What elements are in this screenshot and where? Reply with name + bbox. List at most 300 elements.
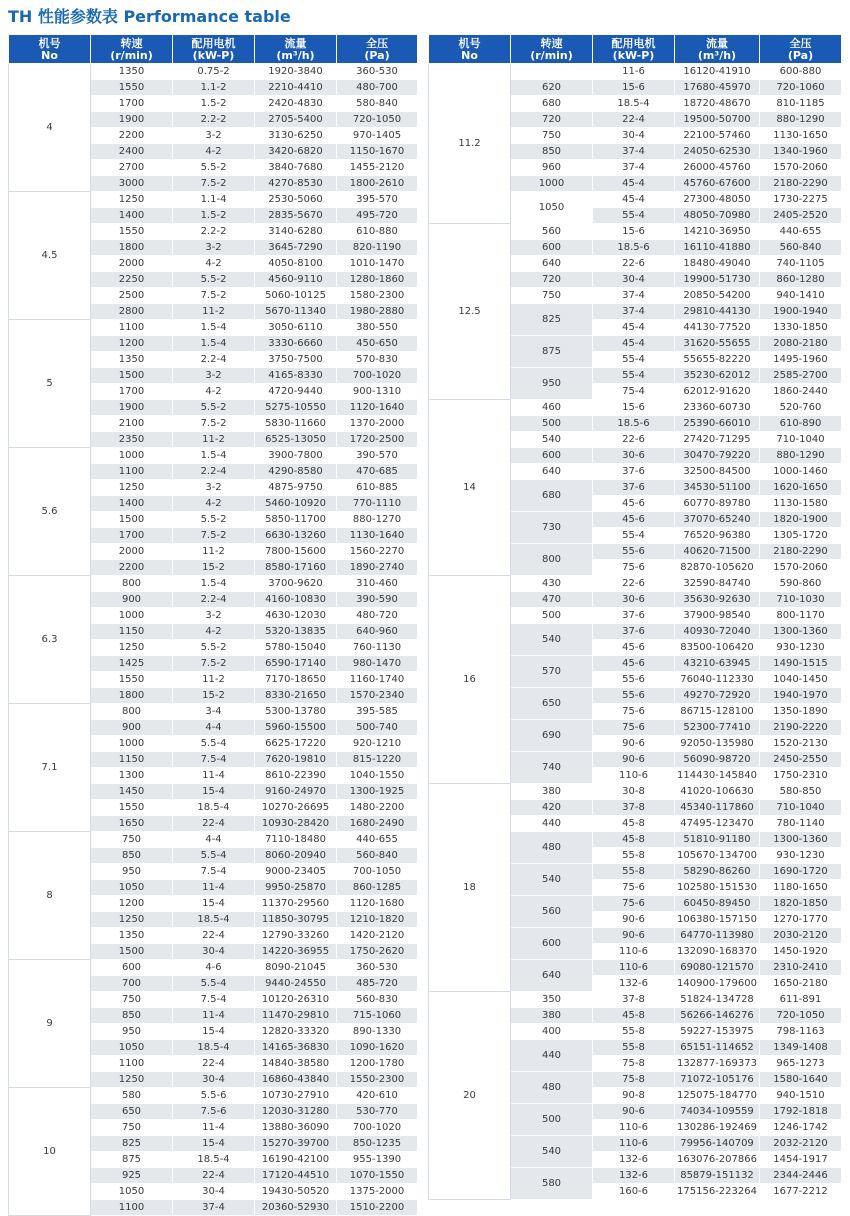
flow-cell: 10930-28420 xyxy=(255,816,337,832)
machine-no-cell: 9 xyxy=(9,960,91,1088)
flow-cell: 9000-23405 xyxy=(255,864,337,880)
pressure-cell: 395-585 xyxy=(337,704,418,720)
pressure-cell: 880-1270 xyxy=(337,512,418,528)
motor-cell: 37-6 xyxy=(593,480,675,496)
motor-cell: 11-6 xyxy=(593,64,675,80)
motor-cell: 45-6 xyxy=(593,512,675,528)
pressure-cell: 1420-2120 xyxy=(337,928,418,944)
flow-cell: 29810-44130 xyxy=(675,304,760,320)
motor-cell: 4-4 xyxy=(173,720,255,736)
speed-cell: 2250 xyxy=(91,272,173,288)
motor-cell: 1.5-2 xyxy=(173,208,255,224)
motor-cell: 18.5-4 xyxy=(173,912,255,928)
pressure-cell: 1560-2270 xyxy=(337,544,418,560)
flow-cell: 17120-44510 xyxy=(255,1168,337,1184)
motor-cell: 45-8 xyxy=(593,816,675,832)
speed-cell: 960 xyxy=(511,160,593,176)
header-pressure: 全压 (Pa) xyxy=(760,35,842,64)
flow-cell: 132090-168370 xyxy=(675,944,760,960)
speed-cell: 600 xyxy=(511,240,593,256)
motor-cell: 18.5-4 xyxy=(173,800,255,816)
flow-cell: 7620-19810 xyxy=(255,752,337,768)
motor-cell: 15-6 xyxy=(593,80,675,96)
flow-cell: 19430-50520 xyxy=(255,1184,337,1200)
pressure-cell: 880-1290 xyxy=(760,448,842,464)
flow-cell: 35630-92630 xyxy=(675,592,760,608)
pressure-cell: 480-720 xyxy=(337,608,418,624)
motor-cell: 30-4 xyxy=(173,944,255,960)
flow-cell: 125075-184770 xyxy=(675,1088,760,1104)
speed-cell: 620 xyxy=(511,80,593,96)
pressure-cell: 2585-2700 xyxy=(760,368,842,384)
motor-cell: 4-2 xyxy=(173,256,255,272)
pressure-cell: 2190-2220 xyxy=(760,720,842,736)
machine-no-cell: 11.2 xyxy=(429,64,511,224)
flow-cell: 49270-72920 xyxy=(675,688,760,704)
motor-cell: 5.5-2 xyxy=(173,272,255,288)
header-speed: 转速 (r/min) xyxy=(511,35,593,64)
pressure-cell: 798-1163 xyxy=(760,1024,842,1040)
flow-cell: 74034-109559 xyxy=(675,1104,760,1120)
motor-cell: 30-4 xyxy=(173,1072,255,1088)
motor-cell: 7.5-6 xyxy=(173,1104,255,1120)
flow-cell: 14840-38580 xyxy=(255,1056,337,1072)
flow-cell: 9440-24550 xyxy=(255,976,337,992)
pressure-cell: 1300-1360 xyxy=(760,832,842,848)
flow-cell: 45340-117860 xyxy=(675,800,760,816)
motor-cell: 132-6 xyxy=(593,976,675,992)
speed-cell: 2350 xyxy=(91,432,173,448)
flow-cell: 4050-8100 xyxy=(255,256,337,272)
speed-cell: 480 xyxy=(511,832,593,864)
flow-cell: 3140-6280 xyxy=(255,224,337,240)
pressure-cell: 1680-2490 xyxy=(337,816,418,832)
speed-cell: 740 xyxy=(511,752,593,784)
machine-no-cell: 14 xyxy=(429,400,511,576)
motor-cell: 11-2 xyxy=(173,672,255,688)
pressure-cell: 860-1280 xyxy=(760,272,842,288)
speed-cell: 500 xyxy=(511,1104,593,1136)
speed-cell: 1250 xyxy=(91,480,173,496)
speed-cell: 2800 xyxy=(91,304,173,320)
pressure-cell: 1520-2130 xyxy=(760,736,842,752)
speed-cell: 2400 xyxy=(91,144,173,160)
flow-cell: 5960-15500 xyxy=(255,720,337,736)
pressure-cell: 850-1235 xyxy=(337,1136,418,1152)
motor-cell: 22-4 xyxy=(173,816,255,832)
motor-cell: 3-2 xyxy=(173,128,255,144)
motor-cell: 5.5-4 xyxy=(173,736,255,752)
motor-cell: 5.5-4 xyxy=(173,976,255,992)
flow-cell: 32500-84500 xyxy=(675,464,760,480)
flow-cell: 16110-41880 xyxy=(675,240,760,256)
pressure-cell: 1480-2200 xyxy=(337,800,418,816)
pressure-cell: 955-1390 xyxy=(337,1152,418,1168)
flow-cell: 40930-72040 xyxy=(675,624,760,640)
machine-no-cell: 10 xyxy=(9,1088,91,1216)
flow-cell: 4290-8580 xyxy=(255,464,337,480)
motor-cell: 55-8 xyxy=(593,1024,675,1040)
table-row xyxy=(429,992,842,1008)
pressure-cell: 610-880 xyxy=(337,224,418,240)
pressure-cell: 1890-2740 xyxy=(337,560,418,576)
speed-cell: 1550 xyxy=(91,800,173,816)
motor-cell: 3-2 xyxy=(173,480,255,496)
speed-cell: 1400 xyxy=(91,208,173,224)
flow-cell: 3645-7290 xyxy=(255,240,337,256)
speed-cell: 1450 xyxy=(91,784,173,800)
pressure-cell: 2180-2290 xyxy=(760,544,842,560)
motor-cell: 18.5-4 xyxy=(173,1152,255,1168)
speed-cell: 1500 xyxy=(91,512,173,528)
motor-cell: 45-4 xyxy=(593,176,675,192)
speed-cell: 1100 xyxy=(91,1056,173,1072)
flow-cell: 47495-123470 xyxy=(675,816,760,832)
motor-cell: 15-6 xyxy=(593,400,675,416)
speed-cell: 1350 xyxy=(91,928,173,944)
flow-cell: 2530-5060 xyxy=(255,192,337,208)
flow-cell: 5780-15040 xyxy=(255,640,337,656)
speed-cell: 1700 xyxy=(91,528,173,544)
pressure-cell: 930-1230 xyxy=(760,640,842,656)
motor-cell: 37-8 xyxy=(593,800,675,816)
motor-cell: 132-6 xyxy=(593,1152,675,1168)
motor-cell: 11-2 xyxy=(173,544,255,560)
pressure-cell: 1720-2500 xyxy=(337,432,418,448)
motor-cell: 2.2-4 xyxy=(173,352,255,368)
speed-cell: 1500 xyxy=(91,944,173,960)
flow-cell: 4560-9110 xyxy=(255,272,337,288)
motor-cell: 15-4 xyxy=(173,1136,255,1152)
motor-cell: 30-6 xyxy=(593,592,675,608)
flow-cell: 132877-169373 xyxy=(675,1056,760,1072)
speed-cell: 1700 xyxy=(91,384,173,400)
pressure-cell: 450-650 xyxy=(337,336,418,352)
pressure-cell: 1450-1920 xyxy=(760,944,842,960)
motor-cell: 30-8 xyxy=(593,784,675,800)
flow-cell: 3050-6110 xyxy=(255,320,337,336)
pressure-cell: 1270-1770 xyxy=(760,912,842,928)
table-row xyxy=(9,192,418,208)
motor-cell: 1.5-2 xyxy=(173,96,255,112)
flow-cell: 6630-13260 xyxy=(255,528,337,544)
flow-cell: 76520-96380 xyxy=(675,528,760,544)
motor-cell: 75-6 xyxy=(593,896,675,912)
pressure-cell: 2450-2550 xyxy=(760,752,842,768)
flow-cell: 1920-3840 xyxy=(255,64,337,80)
pressure-cell: 1130-1580 xyxy=(760,496,842,512)
motor-cell: 7.5-4 xyxy=(173,864,255,880)
pressure-cell: 390-570 xyxy=(337,448,418,464)
motor-cell: 15-4 xyxy=(173,784,255,800)
flow-cell: 76040-112330 xyxy=(675,672,760,688)
pressure-cell: 395-570 xyxy=(337,192,418,208)
pressure-cell: 530-770 xyxy=(337,1104,418,1120)
flow-cell: 3900-7800 xyxy=(255,448,337,464)
motor-cell: 90-6 xyxy=(593,928,675,944)
flow-cell: 55655-82220 xyxy=(675,352,760,368)
speed-cell: 1050 xyxy=(91,1040,173,1056)
pressure-cell: 1040-1550 xyxy=(337,768,418,784)
motor-cell: 22-4 xyxy=(173,1168,255,1184)
pressure-cell: 1455-2120 xyxy=(337,160,418,176)
speed-cell: 1100 xyxy=(91,320,173,336)
motor-cell: 37-6 xyxy=(593,464,675,480)
pressure-cell: 1370-2000 xyxy=(337,416,418,432)
motor-cell: 3-4 xyxy=(173,704,255,720)
pressure-cell: 610-890 xyxy=(760,416,842,432)
flow-cell: 10270-26695 xyxy=(255,800,337,816)
speed-cell: 680 xyxy=(511,96,593,112)
motor-cell: 90-6 xyxy=(593,912,675,928)
flow-cell: 14220-36955 xyxy=(255,944,337,960)
motor-cell: 160-6 xyxy=(593,1184,675,1200)
pressure-cell: 1820-1850 xyxy=(760,896,842,912)
speed-cell: 580 xyxy=(511,1168,593,1200)
pressure-cell: 715-1060 xyxy=(337,1008,418,1024)
flow-cell: 12820-33320 xyxy=(255,1024,337,1040)
speed-cell: 1550 xyxy=(91,224,173,240)
flow-cell: 25390-66010 xyxy=(675,416,760,432)
speed-cell: 800 xyxy=(91,576,173,592)
motor-cell: 45-6 xyxy=(593,640,675,656)
flow-cell: 16190-42100 xyxy=(255,1152,337,1168)
speed-cell: 600 xyxy=(511,928,593,960)
motor-cell: 2.2-2 xyxy=(173,112,255,128)
flow-cell: 32590-84740 xyxy=(675,576,760,592)
pressure-cell: 360-530 xyxy=(337,960,418,976)
motor-cell: 110-6 xyxy=(593,944,675,960)
motor-cell: 37-4 xyxy=(593,160,675,176)
speed-cell: 875 xyxy=(511,336,593,368)
header-no: 机号 No xyxy=(9,35,91,64)
motor-cell: 0.75-2 xyxy=(173,64,255,80)
header-pressure: 全压 (Pa) xyxy=(337,35,418,64)
performance-table-right xyxy=(428,34,842,1200)
pressure-cell: 390-590 xyxy=(337,592,418,608)
motor-cell: 30-4 xyxy=(593,128,675,144)
motor-cell: 45-8 xyxy=(593,1008,675,1024)
flow-cell: 8580-17160 xyxy=(255,560,337,576)
speed-cell: 640 xyxy=(511,464,593,480)
motor-cell: 55-6 xyxy=(593,688,675,704)
speed-cell: 1350 xyxy=(91,64,173,80)
motor-cell: 3-2 xyxy=(173,368,255,384)
motor-cell: 90-8 xyxy=(593,1088,675,1104)
motor-cell: 55-4 xyxy=(593,528,675,544)
pressure-cell: 380-550 xyxy=(337,320,418,336)
motor-cell: 11-4 xyxy=(173,768,255,784)
pressure-cell: 600-880 xyxy=(760,64,842,80)
pressure-cell: 940-1410 xyxy=(760,288,842,304)
pressure-cell: 1210-1820 xyxy=(337,912,418,928)
flow-cell: 3130-6250 xyxy=(255,128,337,144)
speed-cell: 3000 xyxy=(91,176,173,192)
pressure-cell: 610-885 xyxy=(337,480,418,496)
speed-cell: 540 xyxy=(511,624,593,656)
header-no: 机号 No xyxy=(429,35,511,64)
speed-cell: 540 xyxy=(511,432,593,448)
flow-cell: 13880-36090 xyxy=(255,1120,337,1136)
pressure-cell: 1495-1960 xyxy=(760,352,842,368)
pressure-cell: 1690-1720 xyxy=(760,864,842,880)
pressure-cell: 720-1050 xyxy=(760,1008,842,1024)
motor-cell: 22-6 xyxy=(593,256,675,272)
pressure-cell: 1180-1650 xyxy=(760,880,842,896)
flow-cell: 11370-29560 xyxy=(255,896,337,912)
speed-cell: 420 xyxy=(511,800,593,816)
flow-cell: 10730-27910 xyxy=(255,1088,337,1104)
motor-cell: 7.5-2 xyxy=(173,416,255,432)
pressure-cell: 560-830 xyxy=(337,992,418,1008)
pressure-cell: 1010-1470 xyxy=(337,256,418,272)
pressure-cell: 720-1050 xyxy=(337,112,418,128)
pressure-cell: 1349-1408 xyxy=(760,1040,842,1056)
motor-cell: 75-8 xyxy=(593,1072,675,1088)
flow-cell: 26000-45760 xyxy=(675,160,760,176)
speed-cell: 750 xyxy=(511,288,593,304)
flow-cell: 2705-5400 xyxy=(255,112,337,128)
speed-cell: 500 xyxy=(511,416,593,432)
motor-cell: 5.5-2 xyxy=(173,160,255,176)
flow-cell: 58290-86260 xyxy=(675,864,760,880)
header-flow: 流量 (m³/h) xyxy=(255,35,337,64)
motor-cell: 75-6 xyxy=(593,704,675,720)
speed-cell: 1250 xyxy=(91,192,173,208)
pressure-cell: 1305-1720 xyxy=(760,528,842,544)
pressure-cell: 495-720 xyxy=(337,208,418,224)
flow-cell: 18720-48670 xyxy=(675,96,760,112)
pressure-cell: 1677-2212 xyxy=(760,1184,842,1200)
motor-cell: 110-6 xyxy=(593,768,675,784)
flow-cell: 11850-30795 xyxy=(255,912,337,928)
pressure-cell: 1750-2620 xyxy=(337,944,418,960)
motor-cell: 1.5-4 xyxy=(173,448,255,464)
machine-no-cell: 16 xyxy=(429,576,511,784)
header-row xyxy=(9,35,418,64)
table-row xyxy=(9,64,418,80)
motor-cell: 75-4 xyxy=(593,384,675,400)
pressure-cell: 890-1330 xyxy=(337,1024,418,1040)
motor-cell: 2.2-4 xyxy=(173,464,255,480)
speed-cell: 2200 xyxy=(91,560,173,576)
table-row xyxy=(9,448,418,464)
pressure-cell: 980-1470 xyxy=(337,656,418,672)
motor-cell: 1.5-4 xyxy=(173,320,255,336)
pressure-cell: 440-655 xyxy=(760,224,842,240)
machine-no-cell: 18 xyxy=(429,784,511,992)
pressure-cell: 815-1220 xyxy=(337,752,418,768)
machine-no-cell: 5.6 xyxy=(9,448,91,576)
pressure-cell: 580-840 xyxy=(337,96,418,112)
speed-cell: 950 xyxy=(511,368,593,400)
flow-cell: 114430-145840 xyxy=(675,768,760,784)
speed-cell: 350 xyxy=(511,992,593,1008)
pressure-cell: 920-1210 xyxy=(337,736,418,752)
speed-cell: 600 xyxy=(511,448,593,464)
flow-cell: 27300-48050 xyxy=(675,192,760,208)
speed-cell: 430 xyxy=(511,576,593,592)
speed-cell: 1100 xyxy=(91,464,173,480)
motor-cell: 55-6 xyxy=(593,672,675,688)
pressure-cell: 1792-1818 xyxy=(760,1104,842,1120)
motor-cell: 22-4 xyxy=(173,1056,255,1072)
motor-cell: 37-4 xyxy=(593,288,675,304)
flow-cell: 2835-5670 xyxy=(255,208,337,224)
motor-cell: 15-4 xyxy=(173,1024,255,1040)
header-row xyxy=(429,35,842,64)
speed-cell: 2000 xyxy=(91,256,173,272)
motor-cell: 4-4 xyxy=(173,832,255,848)
speed-cell: 640 xyxy=(511,256,593,272)
flow-cell: 9160-24970 xyxy=(255,784,337,800)
pressure-cell: 1510-2200 xyxy=(337,1200,418,1216)
flow-cell: 6625-17220 xyxy=(255,736,337,752)
flow-cell: 5300-13780 xyxy=(255,704,337,720)
speed-cell: 730 xyxy=(511,512,593,544)
speed-cell: 925 xyxy=(91,1168,173,1184)
speed-cell: 1100 xyxy=(91,1200,173,1216)
table-row xyxy=(9,704,418,720)
motor-cell: 30-6 xyxy=(593,448,675,464)
motor-cell: 90-6 xyxy=(593,1104,675,1120)
pressure-cell: 1160-1740 xyxy=(337,672,418,688)
flow-cell: 56266-146276 xyxy=(675,1008,760,1024)
flow-cell: 20360-52930 xyxy=(255,1200,337,1216)
machine-no-cell: 4 xyxy=(9,64,91,192)
flow-cell: 16120-41910 xyxy=(675,64,760,80)
motor-cell: 5.5-6 xyxy=(173,1088,255,1104)
motor-cell: 75-6 xyxy=(593,880,675,896)
flow-cell: 7800-15600 xyxy=(255,544,337,560)
speed-cell: 1500 xyxy=(91,368,173,384)
motor-cell: 5.5-2 xyxy=(173,640,255,656)
flow-cell: 71072-105176 xyxy=(675,1072,760,1088)
speed-cell: 480 xyxy=(511,1072,593,1104)
motor-cell: 30-4 xyxy=(593,272,675,288)
flow-cell: 15270-39700 xyxy=(255,1136,337,1152)
flow-cell: 4165-8330 xyxy=(255,368,337,384)
speed-cell: 2700 xyxy=(91,160,173,176)
speed-cell: 460 xyxy=(511,400,593,416)
header-motor: 配用电机 (kW-P) xyxy=(593,35,675,64)
pressure-cell: 360-530 xyxy=(337,64,418,80)
pressure-cell: 710-1030 xyxy=(760,592,842,608)
motor-cell: 45-4 xyxy=(593,192,675,208)
speed-cell: 650 xyxy=(91,1104,173,1120)
motor-cell: 5.5-4 xyxy=(173,848,255,864)
motor-cell: 55-6 xyxy=(593,544,675,560)
pressure-cell: 965-1273 xyxy=(760,1056,842,1072)
speed-cell: 1400 xyxy=(91,496,173,512)
pressure-cell: 1200-1780 xyxy=(337,1056,418,1072)
pressure-cell: 1300-1925 xyxy=(337,784,418,800)
machine-no-cell: 12.5 xyxy=(429,224,511,400)
speed-cell: 1150 xyxy=(91,752,173,768)
flow-cell: 51824-134728 xyxy=(675,992,760,1008)
speed-cell: 540 xyxy=(511,864,593,896)
motor-cell: 7.5-2 xyxy=(173,288,255,304)
machine-no-cell: 6.3 xyxy=(9,576,91,704)
flow-cell: 4630-12030 xyxy=(255,608,337,624)
pressure-cell: 1130-1650 xyxy=(760,128,842,144)
speed-cell: 1550 xyxy=(91,80,173,96)
pressure-cell: 1730-2275 xyxy=(760,192,842,208)
pressure-cell: 1120-1640 xyxy=(337,400,418,416)
motor-cell: 55-8 xyxy=(593,1040,675,1056)
motor-cell: 3-2 xyxy=(173,240,255,256)
pressure-cell: 700-1050 xyxy=(337,864,418,880)
